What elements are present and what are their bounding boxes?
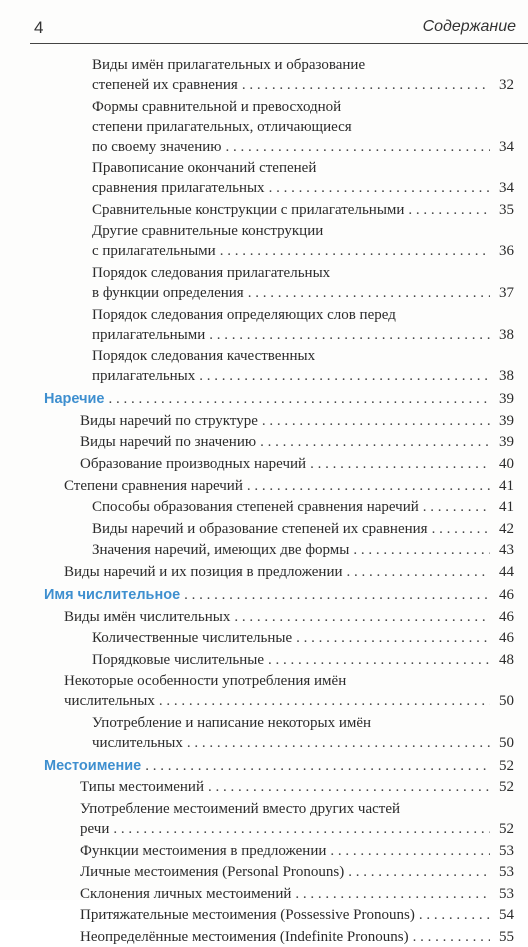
toc-entry — [0, 346, 528, 386]
toc-entry-row — [80, 411, 514, 431]
toc-page-number: 46 — [499, 586, 514, 603]
toc-page-number: 39 — [499, 391, 514, 408]
toc-entry-title-line: Виды наречий и образование степеней их сравнения — [92, 520, 428, 537]
toc-entry-title-line: Виды наречий по значению — [80, 434, 257, 451]
toc-entry-row — [64, 562, 514, 582]
dot-leader — [413, 927, 490, 947]
page-number: 4 — [34, 18, 44, 37]
toc-entry-title-line: Сравнительные конструкции с прилагательными — [92, 201, 405, 218]
toc-entry — [0, 454, 528, 474]
table-of-contents — [0, 55, 528, 947]
toc-entry-row — [92, 650, 514, 670]
dot-leader — [113, 819, 490, 839]
toc-entry-title-line: Некоторые особенности употребления имён — [64, 673, 347, 690]
toc-entry — [0, 841, 528, 861]
dot-leader — [330, 841, 490, 861]
toc-entry-row — [92, 75, 514, 95]
toc-entry — [0, 540, 528, 560]
toc-entry-row — [92, 497, 514, 517]
toc-page-number: 46 — [499, 630, 514, 647]
toc-entry — [0, 97, 528, 157]
toc-entry-row — [92, 283, 514, 303]
toc-entry-row — [92, 366, 514, 386]
toc-page-number: 53 — [499, 885, 514, 902]
header-rule — [30, 43, 528, 44]
toc-entry-row — [80, 927, 514, 947]
dot-leader — [234, 607, 490, 627]
toc-entry-row — [92, 137, 514, 157]
toc-entry-title-line: Виды наречий и их позиция в предложении — [64, 563, 343, 580]
toc-entry — [0, 519, 528, 539]
toc-entry — [0, 927, 528, 947]
dot-leader — [423, 497, 490, 517]
toc-page-number: 50 — [499, 693, 514, 710]
toc-entry-title-line: Виды имён прилагательных и образование — [92, 57, 366, 73]
toc-entry-row — [80, 841, 514, 861]
dot-leader — [353, 540, 490, 560]
toc-entry-title-line: в функции определения — [92, 284, 244, 301]
toc-entry-row — [92, 241, 514, 261]
dot-leader — [262, 411, 490, 431]
toc-page-number: 41 — [499, 499, 514, 516]
toc-entry-title-line: Порядковые числительные — [92, 651, 265, 668]
toc-page-number: 46 — [499, 608, 514, 625]
toc-entry — [0, 628, 528, 648]
toc-page-number: 36 — [499, 243, 514, 260]
toc-page-number: 43 — [499, 542, 514, 559]
toc-entry — [0, 562, 528, 582]
toc-entry-title-line: Виды наречий по структуре — [80, 412, 258, 429]
toc-page-number: 37 — [499, 284, 514, 301]
dot-leader — [296, 628, 490, 648]
toc-page-number: 35 — [499, 201, 514, 218]
toc-entry-title-line: Образование производных наречий — [80, 455, 307, 472]
dot-leader — [145, 756, 490, 776]
toc-entry-title-line: степеней их сравнения — [92, 77, 238, 93]
toc-entry-row — [44, 389, 514, 409]
dot-leader — [220, 241, 490, 261]
toc-page-number: 55 — [499, 929, 514, 946]
dot-leader — [269, 178, 490, 198]
toc-entry-title-line: числительных — [64, 693, 155, 710]
section-title: Наречие — [44, 391, 105, 408]
toc-page-number: 52 — [499, 821, 514, 838]
toc-page-number: 54 — [499, 907, 514, 924]
dot-leader — [408, 200, 490, 220]
toc-entry-title-line: Притяжательные местоимения (Possessive Pronouns) — [80, 907, 415, 924]
toc-page-number: 50 — [499, 734, 514, 751]
toc-page-number: 48 — [499, 651, 514, 668]
toc-entry — [0, 305, 528, 345]
toc-entry-title-line: числительных — [92, 734, 183, 751]
toc-entry-title-line: Количественные числительные — [92, 630, 293, 647]
toc-page-number: 34 — [499, 180, 514, 197]
toc-page-number: 38 — [499, 326, 514, 343]
toc-entry-row — [92, 519, 514, 539]
dot-leader — [268, 650, 490, 670]
toc-entry-row — [80, 862, 514, 882]
toc-entry-row — [92, 200, 514, 220]
dot-leader — [208, 777, 490, 797]
toc-entry-title-line: Типы местоимений — [80, 779, 204, 796]
dot-leader — [419, 905, 490, 925]
toc-page-number: 52 — [499, 757, 514, 774]
page-header — [0, 0, 528, 44]
dot-leader — [247, 476, 490, 496]
toc-entry-row — [44, 585, 514, 605]
toc-page-number: 41 — [499, 477, 514, 494]
toc-entry-title-line: с прилагательными — [92, 243, 216, 260]
dot-leader — [242, 75, 490, 95]
toc-entry-row — [80, 432, 514, 452]
dot-leader — [184, 585, 490, 605]
toc-entry-title-line: Виды имён числительных — [64, 608, 231, 625]
toc-entry — [0, 411, 528, 431]
toc-entry-title-line: речи — [80, 821, 110, 838]
toc-section-heading — [0, 585, 528, 605]
toc-page-number: 52 — [499, 779, 514, 796]
toc-section-heading — [0, 389, 528, 409]
dot-leader — [187, 733, 490, 753]
toc-entry — [0, 55, 528, 95]
toc-entry-title-line: по своему значению — [92, 138, 222, 155]
toc-entry-title-line: прилагательными — [92, 326, 206, 343]
toc-entry — [0, 884, 528, 904]
toc-entry-row — [64, 691, 514, 711]
toc-entry-title-line: Формы сравнительной и превосходной — [92, 98, 342, 115]
dot-leader — [199, 366, 490, 386]
toc-entry — [0, 799, 528, 839]
toc-entry-title-line: Неопределённые местоимения (Indefinite Pronouns) — [80, 929, 409, 946]
toc-entry-title-line: Употребление местоимений вместо других частей — [80, 801, 401, 818]
toc-entry-title-line: Порядок следования качественных — [92, 348, 316, 365]
toc-entry-title-line: Употребление и написание некоторых имён — [92, 714, 372, 731]
toc-page-number: 53 — [499, 842, 514, 859]
dot-leader — [225, 137, 490, 157]
toc-entry-title-line: Степени сравнения наречий — [64, 477, 243, 494]
toc-entry-title-line: Другие сравнительные конструкции — [92, 223, 324, 240]
dot-leader — [295, 884, 490, 904]
toc-entry-title-line: Порядок следования прилагательных — [92, 264, 331, 281]
toc-entry — [0, 200, 528, 220]
toc-entry-row — [92, 325, 514, 345]
section-title: Имя числительное — [44, 586, 181, 603]
toc-entry — [0, 158, 528, 198]
dot-leader — [310, 454, 490, 474]
toc-entry — [0, 432, 528, 452]
toc-entry-title-line: Порядок следования определяющих слов перед — [92, 306, 396, 323]
dot-leader — [248, 283, 490, 303]
toc-entry-title-line: сравнения прилагательных — [92, 180, 265, 197]
toc-page-number: 34 — [499, 138, 514, 155]
toc-page-number: 40 — [499, 455, 514, 472]
toc-entry — [0, 671, 528, 711]
toc-entry — [0, 650, 528, 670]
toc-entry-title-line: Способы образования степеней сравнения наречий — [92, 499, 419, 516]
toc-page-number: 53 — [499, 864, 514, 881]
toc-entry — [0, 497, 528, 517]
toc-entry-row — [92, 628, 514, 648]
toc-entry-row — [80, 454, 514, 474]
toc-entry — [0, 221, 528, 261]
toc-entry — [0, 713, 528, 753]
dot-leader — [209, 325, 490, 345]
dot-leader — [109, 389, 491, 409]
toc-entry-title-line: прилагательных — [92, 368, 196, 385]
toc-entry — [0, 905, 528, 925]
dot-leader — [159, 691, 490, 711]
running-title: Содержание — [422, 18, 516, 35]
toc-section-heading — [0, 756, 528, 776]
toc-entry-row — [92, 178, 514, 198]
toc-entry — [0, 862, 528, 882]
dot-leader — [347, 562, 490, 582]
toc-entry-title-line: степени прилагательных, отличающиеся — [92, 118, 352, 135]
toc-entry-row — [92, 540, 514, 560]
toc-entry-row — [64, 607, 514, 627]
toc-entry-row — [80, 905, 514, 925]
toc-entry — [0, 607, 528, 627]
section-title: Местоимение — [44, 757, 142, 774]
toc-page-number: 44 — [499, 563, 514, 580]
toc-entry-title-line: Склонения личных местоимений — [80, 885, 292, 902]
toc-entry-title-line: Личные местоимения (Personal Pronouns) — [80, 864, 345, 881]
toc-entry-row — [44, 756, 514, 776]
toc-entry-row — [92, 733, 514, 753]
toc-page-number: 38 — [499, 368, 514, 385]
toc-entry-row — [64, 476, 514, 496]
dot-leader — [432, 519, 490, 539]
toc-entry-row — [80, 777, 514, 797]
dot-leader — [348, 862, 490, 882]
toc-page-number: 42 — [499, 520, 514, 537]
toc-entry-title-line: Функции местоимения в предложении — [80, 842, 327, 859]
toc-entry — [0, 263, 528, 303]
toc-entry — [0, 777, 528, 797]
toc-page-number: 39 — [499, 434, 514, 451]
toc-page-number: 39 — [499, 412, 514, 429]
toc-page-number: 32 — [499, 77, 514, 93]
toc-entry-row — [80, 819, 514, 839]
dot-leader — [260, 432, 490, 452]
toc-entry-title-line: Значения наречий, имеющих две формы — [92, 542, 350, 559]
toc-entry — [0, 476, 528, 496]
toc-entry-title-line: Правописание окончаний степеней — [92, 160, 317, 177]
toc-entry-row — [80, 884, 514, 904]
